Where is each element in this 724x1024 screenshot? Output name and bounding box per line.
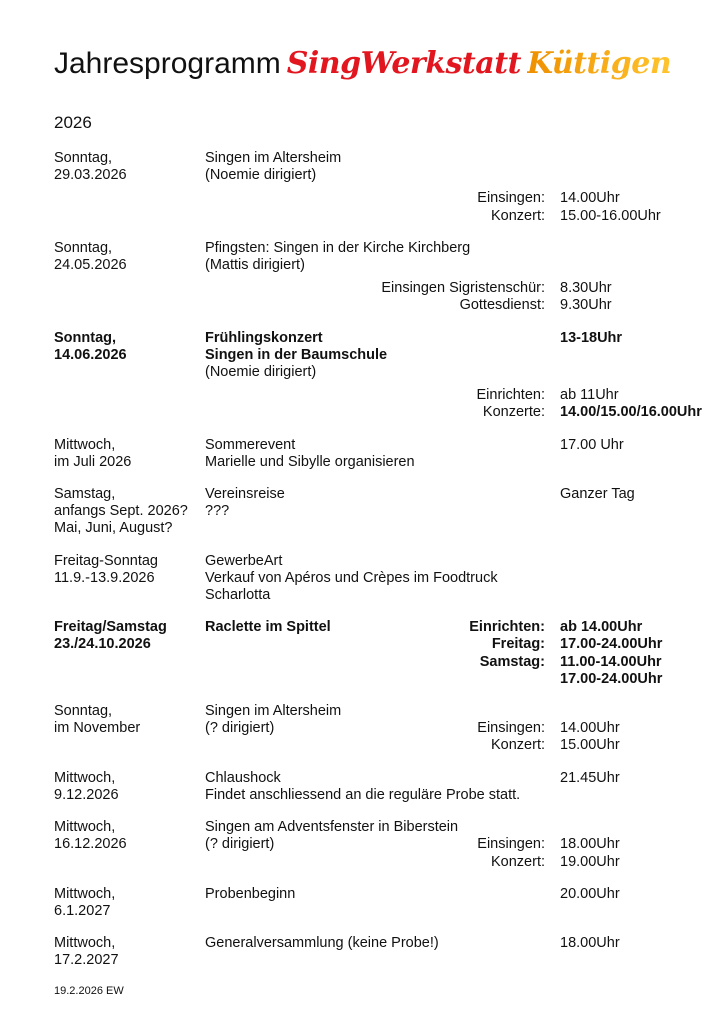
event-date: 14.06.2026 <box>54 346 127 363</box>
title-singwerkstatt: SingWerkstatt <box>286 46 521 81</box>
event-middle <box>205 364 560 381</box>
event-date: Freitag-Sonntag <box>54 552 158 569</box>
event-date <box>54 387 205 404</box>
event-description: Generalversammlung (keine Probe!) <box>205 935 439 952</box>
event-row <box>54 437 670 454</box>
event-entry <box>54 770 670 804</box>
event-date <box>54 654 205 671</box>
event-entry <box>54 619 670 688</box>
event-middle <box>205 297 560 314</box>
event-middle <box>205 454 560 471</box>
event-time-label: Konzert: <box>491 207 545 224</box>
event-row <box>54 297 670 314</box>
event-date: Sonntag, <box>54 703 113 720</box>
event-description: Marielle und Sibylle organisieren <box>205 453 415 470</box>
event-date <box>54 297 205 314</box>
event-description: (? dirigiert) <box>205 836 275 853</box>
event-row <box>54 619 670 636</box>
event-time-value <box>560 587 670 604</box>
event-description <box>205 520 545 537</box>
event-time-value: 20.00Uhr <box>560 885 620 902</box>
event-row <box>54 903 670 920</box>
event-description <box>205 854 491 871</box>
event-description: Singen im Altersheim <box>205 703 342 720</box>
event-date <box>54 404 205 421</box>
event-date: 11.9.-13.9.2026 <box>54 569 155 586</box>
event-middle <box>205 587 560 604</box>
event-date: im Juli 2026 <box>54 453 132 470</box>
event-date <box>54 364 205 381</box>
event-description <box>205 208 491 225</box>
event-date: 23./24.10.2026 <box>54 636 151 653</box>
event-row <box>54 553 670 570</box>
event-time-value <box>560 787 670 804</box>
event-entry <box>54 935 670 969</box>
event-description: Scharlotta <box>205 587 271 604</box>
event-time-value: 15.00Uhr <box>560 737 620 754</box>
event-row <box>54 703 670 720</box>
event-row <box>54 935 670 952</box>
event-row <box>54 387 670 404</box>
event-middle <box>205 952 560 969</box>
event-middle <box>205 330 560 347</box>
event-middle <box>205 770 560 787</box>
event-description <box>205 671 545 688</box>
event-time-value <box>560 903 670 920</box>
event-date <box>54 587 205 604</box>
event-time-label: Konzerte: <box>482 404 545 421</box>
event-description: Raclette im Spittel <box>205 619 331 636</box>
event-description: Singen im Altersheim <box>205 150 342 166</box>
event-middle <box>205 486 560 503</box>
event-middle <box>205 619 560 636</box>
event-description <box>205 654 480 671</box>
event-time-value <box>560 150 670 167</box>
event-time-value <box>560 570 670 587</box>
event-time-value <box>560 167 670 184</box>
event-row <box>54 720 670 737</box>
event-time-label: Einsingen: <box>477 190 545 207</box>
event-row <box>54 952 670 969</box>
event-middle <box>205 553 560 570</box>
event-row <box>54 486 670 503</box>
event-time-value: 19.00Uhr <box>560 853 620 870</box>
event-date: Mittwoch, <box>54 436 116 453</box>
event-middle <box>205 257 560 274</box>
event-row <box>54 671 670 688</box>
event-middle <box>205 819 560 836</box>
event-time-value: 18.00Uhr <box>560 836 620 853</box>
event-date: im November <box>54 720 141 737</box>
event-middle <box>205 437 560 454</box>
event-date: 29.03.2026 <box>54 167 127 184</box>
event-date: Sonntag, <box>54 239 113 256</box>
event-row <box>54 347 670 364</box>
event-description <box>205 636 492 653</box>
event-middle <box>205 150 560 167</box>
event-middle <box>205 737 560 754</box>
event-description <box>205 190 477 207</box>
event-date <box>54 280 205 297</box>
event-time-label: Einrichten: <box>469 619 545 636</box>
event-time-value: 17.00-24.00Uhr <box>560 670 663 687</box>
event-date: Mittwoch, <box>54 819 116 836</box>
event-description <box>205 297 460 314</box>
event-entry <box>54 437 670 471</box>
event-row <box>54 240 670 257</box>
event-date: Sonntag, <box>54 329 117 346</box>
event-time-value <box>560 703 670 720</box>
event-time-value: 13-18Uhr <box>560 329 623 346</box>
event-date: Mittwoch, <box>54 769 116 786</box>
event-time-label: Gottesdienst: <box>459 297 545 314</box>
event-middle <box>205 903 560 920</box>
event-description: Pfingsten: Singen in der Kirche Kirchberg <box>205 239 471 256</box>
event-description: Singen am Adventsfenster in Biberstein <box>205 819 459 836</box>
event-row <box>54 364 670 381</box>
event-entry <box>54 329 702 422</box>
event-time-value: 9.30Uhr <box>560 297 612 314</box>
event-time-value: 8.30Uhr <box>560 280 612 297</box>
event-description: Vereinsreise <box>205 486 285 503</box>
event-description: GewerbeArt <box>205 552 283 569</box>
event-middle <box>205 935 560 952</box>
event-row <box>54 150 670 167</box>
event-time-value: ab 11Uhr <box>560 387 619 404</box>
event-description <box>205 404 483 421</box>
event-time-value <box>560 454 670 471</box>
page-title <box>54 46 670 82</box>
event-middle <box>205 404 560 421</box>
event-description <box>205 387 476 404</box>
event-row <box>54 503 670 520</box>
event-middle <box>205 520 560 537</box>
event-time-value: 14.00Uhr <box>560 720 620 737</box>
event-entry <box>54 819 670 871</box>
event-entry <box>54 150 670 225</box>
event-row <box>54 257 670 274</box>
event-date: Freitag/Samstag <box>54 619 167 636</box>
event-entry <box>54 240 670 315</box>
event-middle <box>205 720 560 737</box>
event-date: Mittwoch, <box>54 885 116 902</box>
event-date: 16.12.2026 <box>54 836 127 853</box>
event-middle <box>205 836 560 853</box>
event-row <box>54 787 670 804</box>
event-time-value: 17.00-24.00Uhr <box>560 636 663 653</box>
event-middle <box>205 387 560 404</box>
event-row <box>54 167 670 184</box>
event-description: Probenbeginn <box>205 885 296 902</box>
event-time-value <box>560 503 670 520</box>
event-time-value: 18.00Uhr <box>560 935 620 952</box>
event-time-value <box>560 364 670 381</box>
event-date: Mittwoch, <box>54 935 116 952</box>
event-time-value <box>560 347 670 364</box>
event-description: (Noemie dirigiert) <box>205 167 317 184</box>
event-middle <box>205 240 560 257</box>
event-row <box>54 836 670 853</box>
event-time-value <box>560 553 670 570</box>
event-date: 6.1.2027 <box>54 902 111 919</box>
event-description <box>205 280 381 297</box>
event-entry <box>54 486 670 538</box>
event-time-label: Samstag: <box>479 653 545 670</box>
event-time-label: Einrichten: <box>476 387 545 404</box>
event-row <box>54 654 670 671</box>
event-date: Mai, Juni, August? <box>54 520 173 537</box>
event-time-value <box>560 819 670 836</box>
event-time-value: ab 14.00Uhr <box>560 619 643 636</box>
event-description <box>205 737 491 754</box>
event-row <box>54 587 670 604</box>
event-time-label: Einsingen: <box>477 720 545 737</box>
event-description: Verkauf von Apéros und Crèpes im Foodtruck <box>205 569 498 586</box>
event-row <box>54 330 670 347</box>
event-time-value: 21.45Uhr <box>560 769 620 786</box>
event-row <box>54 520 670 537</box>
event-date: Samstag, <box>54 486 116 503</box>
event-row <box>54 190 670 207</box>
event-entry <box>54 553 670 605</box>
event-middle <box>205 703 560 720</box>
event-middle <box>205 570 560 587</box>
event-date <box>54 737 205 754</box>
event-date: 24.05.2026 <box>54 257 127 274</box>
event-time-value <box>560 240 670 257</box>
event-date <box>54 671 205 688</box>
event-time-value <box>560 257 670 274</box>
event-time-label: Konzert: <box>491 737 545 754</box>
event-time-value: 14.00/15.00/16.00Uhr <box>560 404 702 421</box>
event-time-value <box>560 952 670 969</box>
event-middle <box>205 503 560 520</box>
event-row <box>54 454 670 471</box>
event-time-label: Konzert: <box>491 853 545 870</box>
event-time-value: 14.00Uhr <box>560 190 620 207</box>
event-description <box>205 952 545 969</box>
event-entry <box>54 886 670 920</box>
event-row <box>54 280 670 297</box>
year-heading: 2026 <box>54 113 92 132</box>
event-description: Sommerevent <box>205 436 296 453</box>
event-description: Chlaushock <box>205 769 281 786</box>
event-description <box>205 903 545 920</box>
event-middle <box>205 787 560 804</box>
event-time-value: 17.00 Uhr <box>560 436 624 453</box>
event-middle <box>205 636 560 653</box>
event-row <box>54 886 670 903</box>
event-time-value <box>560 520 670 537</box>
event-time-value: 15.00-16.00Uhr <box>560 207 661 224</box>
event-middle <box>205 671 560 688</box>
event-description: (? dirigiert) <box>205 720 275 737</box>
event-description: Frühlingskonzert <box>205 329 323 346</box>
event-row <box>54 770 670 787</box>
event-row <box>54 208 670 225</box>
footer-note: 19.2.2026 EW <box>54 985 124 997</box>
event-entry <box>54 703 670 755</box>
event-middle <box>205 347 560 364</box>
event-middle <box>205 854 560 871</box>
event-row <box>54 570 670 587</box>
event-description: Singen in der Baumschule <box>205 346 388 363</box>
event-date <box>54 854 205 871</box>
event-row <box>54 819 670 836</box>
event-time-value: Ganzer Tag <box>560 486 635 503</box>
event-date <box>54 190 205 207</box>
event-row <box>54 404 702 421</box>
event-date: anfangs Sept. 2026? <box>54 503 188 520</box>
event-middle <box>205 208 560 225</box>
event-middle <box>205 280 560 297</box>
event-row <box>54 737 670 754</box>
event-description: Findet anschliessend an die reguläre Probe statt. <box>205 786 521 803</box>
event-row <box>54 636 670 653</box>
event-middle <box>205 167 560 184</box>
event-time-label: Freitag: <box>491 636 545 653</box>
event-time-value: 11.00-14.00Uhr <box>560 653 662 670</box>
event-middle <box>205 190 560 207</box>
event-row <box>54 854 670 871</box>
event-middle <box>205 886 560 903</box>
title-jahresprogramm: Jahresprogramm <box>54 47 281 80</box>
event-description: (Mattis dirigiert) <box>205 257 305 274</box>
event-time-label: Einsingen: <box>477 836 545 853</box>
event-date <box>54 208 205 225</box>
event-time-label: Einsingen Sigristenschür: <box>381 280 545 297</box>
event-date: 17.2.2027 <box>54 952 119 969</box>
event-description: ??? <box>205 503 230 520</box>
title-kuettigen: Küttigen <box>526 46 672 81</box>
event-date: Sonntag, <box>54 150 113 166</box>
event-list <box>54 150 702 970</box>
event-description: (Noemie dirigiert) <box>205 364 317 381</box>
event-date: 9.12.2026 <box>54 786 119 803</box>
event-middle <box>205 654 560 671</box>
